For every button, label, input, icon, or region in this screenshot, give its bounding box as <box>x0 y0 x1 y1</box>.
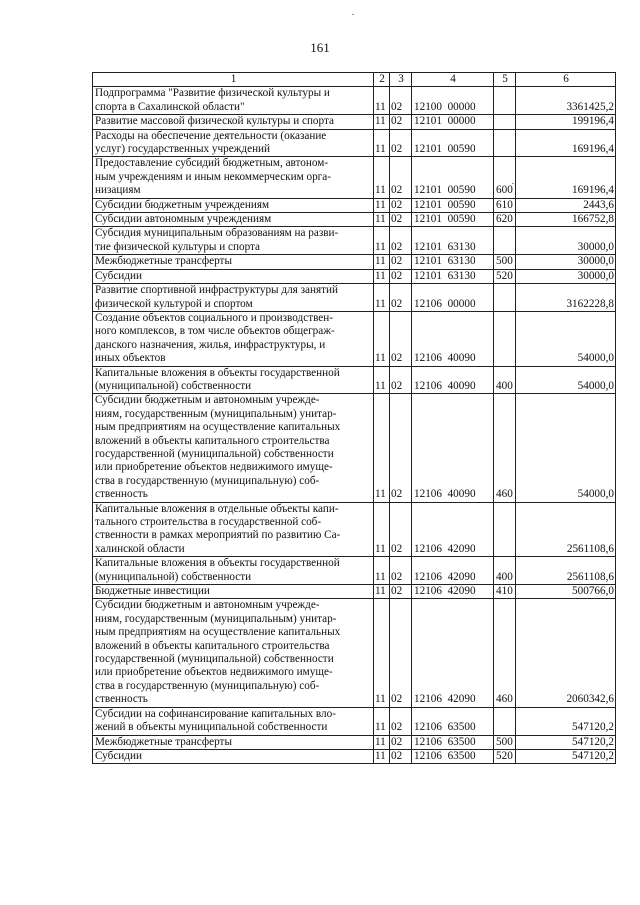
row-subsection: 02 <box>390 735 412 749</box>
table-row <box>93 157 616 198</box>
row-subsection: 02 <box>390 394 412 502</box>
row-subsection: 02 <box>390 129 412 157</box>
row-expense-type: 620 <box>494 213 516 227</box>
row-expense-type <box>494 284 516 312</box>
row-subsection: 02 <box>390 255 412 269</box>
row-target-code: 12106 63500 <box>412 735 494 749</box>
table-row <box>93 749 616 763</box>
row-amount: 30000,0 <box>516 227 616 255</box>
row-section: 11 <box>374 599 390 707</box>
row-name: Межбюджетные трансферты <box>93 255 374 269</box>
row-subsection: 02 <box>390 707 412 735</box>
column-header: 5 <box>494 73 516 87</box>
row-name: Субсидии <box>93 749 374 763</box>
row-target-code: 12106 42090 <box>412 502 494 557</box>
row-target-code: 12101 00590 <box>412 213 494 227</box>
row-section: 11 <box>374 366 390 394</box>
row-expense-type: 460 <box>494 599 516 707</box>
row-amount: 199196,4 <box>516 115 616 129</box>
row-subsection: 02 <box>390 157 412 198</box>
row-expense-type: 610 <box>494 198 516 212</box>
row-section: 11 <box>374 749 390 763</box>
row-name: Развитие спортивной инфраструктуры для занятий физической культурой и спортом <box>93 284 374 312</box>
row-name: Межбюджетные трансферты <box>93 735 374 749</box>
row-amount: 54000,0 <box>516 394 616 502</box>
row-name: Субсидии <box>93 269 374 283</box>
row-name: Субсидии бюджетным учреждениям <box>93 198 374 212</box>
row-amount: 30000,0 <box>516 255 616 269</box>
row-target-code: 12101 00590 <box>412 157 494 198</box>
row-section: 11 <box>374 213 390 227</box>
row-name: Капитальные вложения в отдельные объекты капи- тального строительства в государственной соб- ственности в рамках мероприятий по развитию Са- халинской области <box>93 502 374 557</box>
row-expense-type: 520 <box>494 269 516 283</box>
row-amount: 54000,0 <box>516 311 616 366</box>
row-subsection: 02 <box>390 502 412 557</box>
row-name: Предоставление субсидий бюджетным, автоном- ным учреждениям и иным некоммерческим орга- низациям <box>93 157 374 198</box>
row-subsection: 02 <box>390 749 412 763</box>
row-subsection: 02 <box>390 227 412 255</box>
row-name: Бюджетные инвестиции <box>93 585 374 599</box>
row-amount: 2561108,6 <box>516 502 616 557</box>
row-subsection: 02 <box>390 269 412 283</box>
table-row <box>93 269 616 283</box>
row-target-code: 12100 00000 <box>412 87 494 115</box>
column-header: 2 <box>374 73 390 87</box>
row-target-code: 12106 40090 <box>412 311 494 366</box>
row-section: 11 <box>374 394 390 502</box>
row-target-code: 12106 40090 <box>412 366 494 394</box>
row-section: 11 <box>374 87 390 115</box>
row-subsection: 02 <box>390 284 412 312</box>
row-section: 11 <box>374 585 390 599</box>
row-expense-type <box>494 115 516 129</box>
row-expense-type <box>494 129 516 157</box>
row-amount: 3361425,2 <box>516 87 616 115</box>
row-name: Подпрограмма "Развитие физической культуры и спорта в Сахалинской области" <box>93 87 374 115</box>
row-expense-type: 520 <box>494 749 516 763</box>
row-expense-type <box>494 87 516 115</box>
row-amount: 547120,2 <box>516 749 616 763</box>
row-amount: 3162228,8 <box>516 284 616 312</box>
row-name: Субсидии бюджетным и автономным учрежде- ниям, государственным (муниципальным) унитар- ным предприятиям на осуществление капитальных вложений в объекты капитального строительства государственной (муниципальной) собственности или приобретение объектов недвижимого имуще- ства в государственную (муниципальную) соб- ственность <box>93 394 374 502</box>
row-expense-type: 410 <box>494 585 516 599</box>
row-amount: 2060342,6 <box>516 599 616 707</box>
table-row <box>93 311 616 366</box>
row-section: 11 <box>374 735 390 749</box>
row-target-code: 12106 63500 <box>412 707 494 735</box>
row-section: 11 <box>374 157 390 198</box>
table-row <box>93 735 616 749</box>
table-row <box>93 366 616 394</box>
budget-table <box>92 72 616 764</box>
row-expense-type: 500 <box>494 255 516 269</box>
table-row <box>93 227 616 255</box>
row-section: 11 <box>374 129 390 157</box>
row-target-code: 12101 63130 <box>412 255 494 269</box>
table-row <box>93 557 616 585</box>
table-row <box>93 284 616 312</box>
row-target-code: 12106 42090 <box>412 585 494 599</box>
table-row <box>93 129 616 157</box>
row-expense-type: 400 <box>494 366 516 394</box>
table-row <box>93 707 616 735</box>
table-row <box>93 115 616 129</box>
row-name: Субсидии бюджетным и автономным учрежде- ниям, государственным (муниципальным) унитар- ным предприятиям на осуществление капитальных вложений в объекты капитального строительства государственной (муниципальной) собственности или приобретение объектов недвижимого имуще- ства в государственную (муниципальную) соб- ственность <box>93 599 374 707</box>
row-name: Субсидия муниципальным образованиям на разви- тие физической культуры и спорта <box>93 227 374 255</box>
row-expense-type: 600 <box>494 157 516 198</box>
row-name: Капитальные вложения в объекты государственной (муниципальной) собственности <box>93 366 374 394</box>
row-amount: 30000,0 <box>516 269 616 283</box>
row-section: 11 <box>374 115 390 129</box>
row-name: Развитие массовой физической культуры и спорта <box>93 115 374 129</box>
row-section: 11 <box>374 707 390 735</box>
row-amount: 2443,6 <box>516 198 616 212</box>
row-expense-type: 400 <box>494 557 516 585</box>
row-target-code: 12101 00590 <box>412 129 494 157</box>
table-row <box>93 599 616 707</box>
row-target-code: 12106 42090 <box>412 599 494 707</box>
row-name: Создание объектов социального и производствен- ного комплексов, в том числе объектов общеграж- данского назначения, жилья, инфраструктуры, и иных объектов <box>93 311 374 366</box>
table-row <box>93 502 616 557</box>
table-row <box>93 255 616 269</box>
row-target-code: 12106 42090 <box>412 557 494 585</box>
row-section: 11 <box>374 255 390 269</box>
row-subsection: 02 <box>390 599 412 707</box>
row-amount: 169196,4 <box>516 129 616 157</box>
table-row <box>93 585 616 599</box>
column-header: 4 <box>412 73 494 87</box>
row-section: 11 <box>374 284 390 312</box>
row-section: 11 <box>374 227 390 255</box>
row-amount: 166752,8 <box>516 213 616 227</box>
table-row <box>93 198 616 212</box>
row-amount: 500766,0 <box>516 585 616 599</box>
row-amount: 547120,2 <box>516 735 616 749</box>
row-name: Расходы на обеспечение деятельности (оказание услуг) государственных учреждений <box>93 129 374 157</box>
row-target-code: 12101 63130 <box>412 269 494 283</box>
row-section: 11 <box>374 311 390 366</box>
row-expense-type: 500 <box>494 735 516 749</box>
row-subsection: 02 <box>390 557 412 585</box>
row-subsection: 02 <box>390 585 412 599</box>
table-row <box>93 213 616 227</box>
row-expense-type <box>494 707 516 735</box>
row-section: 11 <box>374 198 390 212</box>
table-header-row <box>93 73 616 87</box>
row-subsection: 02 <box>390 115 412 129</box>
scan-speck <box>352 14 354 15</box>
column-header: 3 <box>390 73 412 87</box>
column-header: 6 <box>516 73 616 87</box>
row-name: Субсидии на софинансирование капитальных вло- жений в объекты муниципальной собственности <box>93 707 374 735</box>
column-header: 1 <box>93 73 374 87</box>
row-section: 11 <box>374 502 390 557</box>
row-subsection: 02 <box>390 87 412 115</box>
row-subsection: 02 <box>390 198 412 212</box>
row-section: 11 <box>374 557 390 585</box>
row-target-code: 12101 00000 <box>412 115 494 129</box>
row-name: Капитальные вложения в объекты государственной (муниципальной) собственности <box>93 557 374 585</box>
row-target-code: 12106 63500 <box>412 749 494 763</box>
row-target-code: 12101 63130 <box>412 227 494 255</box>
row-amount: 169196,4 <box>516 157 616 198</box>
row-amount: 54000,0 <box>516 366 616 394</box>
row-amount: 2561108,6 <box>516 557 616 585</box>
row-subsection: 02 <box>390 213 412 227</box>
row-expense-type <box>494 227 516 255</box>
table-row <box>93 87 616 115</box>
row-expense-type: 460 <box>494 394 516 502</box>
row-expense-type <box>494 502 516 557</box>
table-row <box>93 394 616 502</box>
row-target-code: 12101 00590 <box>412 198 494 212</box>
row-subsection: 02 <box>390 366 412 394</box>
row-target-code: 12106 00000 <box>412 284 494 312</box>
row-amount: 547120,2 <box>516 707 616 735</box>
row-target-code: 12106 40090 <box>412 394 494 502</box>
row-expense-type <box>494 311 516 366</box>
page-number: 161 <box>310 40 330 55</box>
row-subsection: 02 <box>390 311 412 366</box>
row-section: 11 <box>374 269 390 283</box>
row-name: Субсидии автономным учреждениям <box>93 213 374 227</box>
